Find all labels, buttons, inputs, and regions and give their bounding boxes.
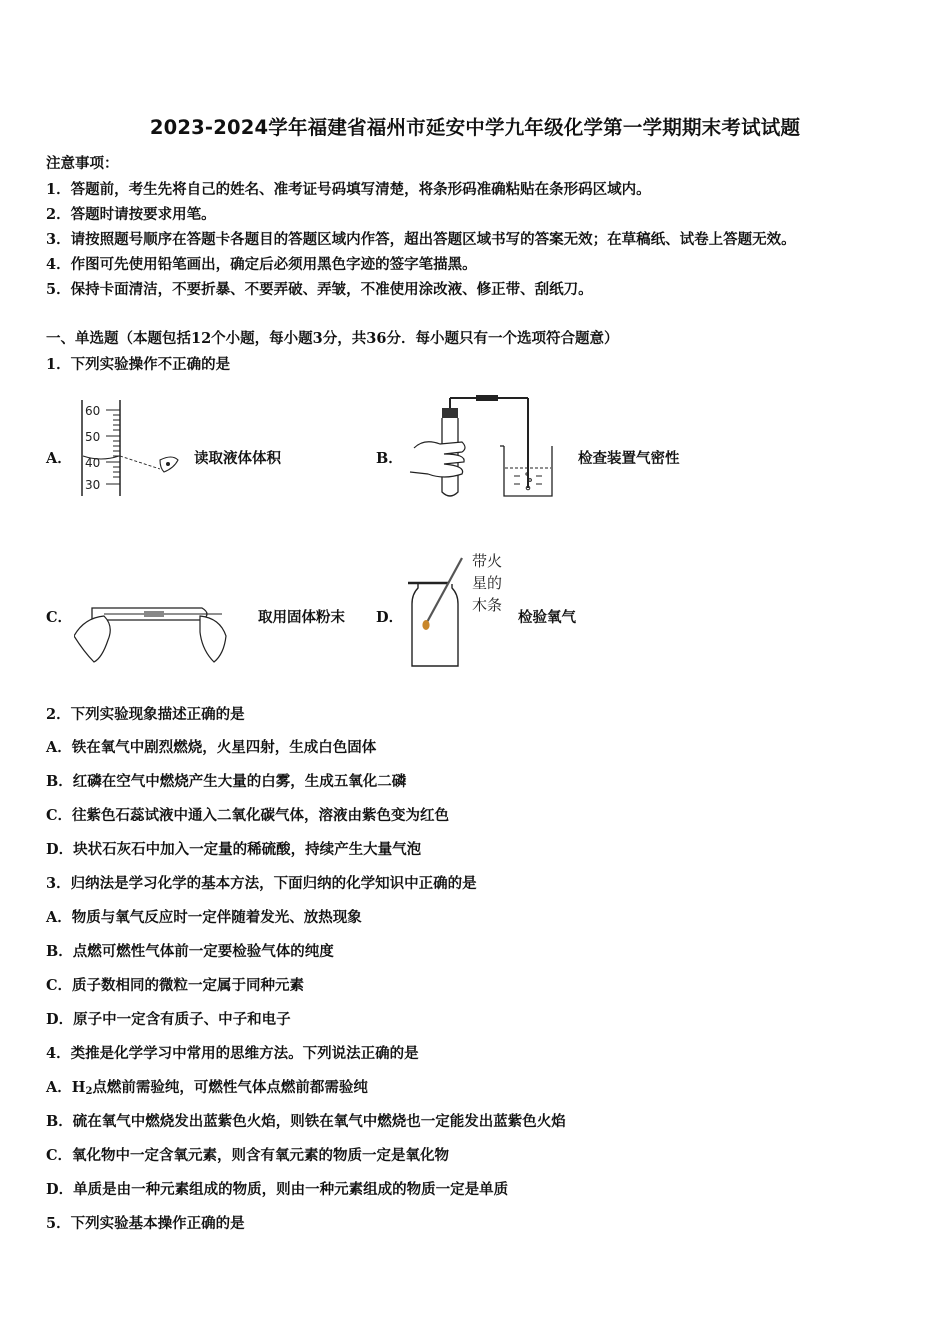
option-text: C．往紫色石蕊试液中通入二氧化碳气体，溶液由紫色变为红色 [46, 807, 450, 824]
option-text [46, 1076, 368, 1097]
option-caption: 读取液体体积 [194, 450, 281, 467]
oxygen-test-figure [404, 550, 514, 670]
subscript: 2 [85, 1086, 93, 1097]
section-heading: 一、单选题（本题包括12个小题，每小题3分，共36分．每小题只有一个选项符合题意） [46, 330, 619, 347]
option-letter: D． [376, 609, 404, 626]
powder-tube-figure [74, 596, 234, 664]
option-text: B．硫在氧气中燃烧发出蓝紫色火焰，则铁在氧气中燃烧也一定能发出蓝紫色火焰 [46, 1113, 566, 1130]
option-letter: C． [46, 609, 73, 626]
option-prefix: A．H [46, 1079, 86, 1096]
splint-label: 带火 [472, 552, 503, 570]
splint-label: 星的 [472, 574, 503, 592]
option-text: B．红磷在空气中燃烧产生大量的白雾，生成五氧化二磷 [46, 773, 407, 790]
question-stem: 1．下列实验操作不正确的是 [46, 356, 231, 373]
notice-item: 1．答题前，考生先将自己的姓名、准考证号码填写清楚，将条形码准确粘贴在条形码区域内。 [46, 181, 651, 198]
tick-label: 30 [85, 478, 101, 492]
hand-icon [200, 616, 226, 662]
option-caption: 检验氧气 [518, 609, 576, 626]
option-letter: B． [376, 450, 403, 467]
airtightness-figure [404, 392, 564, 502]
option-text: D．块状石灰石中加入一定量的稀硫酸，持续产生大量气泡 [46, 841, 422, 858]
tick-label: 60 [85, 404, 101, 418]
option-text: D．单质是由一种元素组成的物质，则由一种元素组成的物质一定是单质 [46, 1181, 509, 1198]
option-rest: 点燃前需验纯，可燃性气体点燃前都需验纯 [92, 1079, 368, 1096]
question-stem: 5．下列实验基本操作正确的是 [46, 1215, 245, 1232]
question-stem: 4．类推是化学学习中常用的思维方法。下列说法正确的是 [46, 1045, 419, 1062]
notice-item: 2．答题时请按要求用笔。 [46, 206, 216, 223]
notice-item: 3．请按照题号顺序在答题卡各题目的答题区域内作答，超出答题区域书写的答案无效；在草稿纸、试卷上答题无效。 [46, 231, 796, 248]
option-text: C．质子数相同的微粒一定属于同种元素 [46, 977, 305, 994]
splint-label: 木条 [472, 596, 503, 614]
tick-label: 40 [85, 456, 101, 470]
notice-item: 5．保持卡面清洁，不要折暴、不要弄破、弄皱，不准使用涂改液、修正带、刮纸刀。 [46, 281, 593, 298]
hand-icon [74, 616, 110, 662]
question-stem: 2．下列实验现象描述正确的是 [46, 706, 245, 723]
notice-item: 4．作图可先使用铅笔画出，确定后必须用黑色字迹的签字笔描黑。 [46, 256, 477, 273]
graduated-cylinder-figure [76, 396, 186, 500]
option-text: C．氧化物中一定含氧元素，则含有氧元素的物质一定是氧化物 [46, 1147, 450, 1164]
question-stem: 3．归纳法是学习化学的基本方法，下面归纳的化学知识中正确的是 [46, 875, 477, 892]
hand-icon [410, 442, 465, 477]
option-caption: 取用固体粉末 [258, 609, 345, 626]
option-letter: A． [46, 450, 72, 467]
notice-heading: 注意事项： [46, 155, 119, 172]
option-text: D．原子中一定含有质子、中子和电子 [46, 1011, 291, 1028]
option-text: A．物质与氧气反应时一定伴随着发光、放热现象 [46, 909, 362, 926]
page-title: 2023-2024学年福建省福州市延安中学九年级化学第一学期期末考试试题 [149, 116, 801, 139]
tick-label: 50 [85, 430, 101, 444]
option-caption: 检查装置气密性 [578, 450, 680, 467]
option-text: A．铁在氧气中剧烈燃烧，火星四射，生成白色固体 [46, 739, 377, 756]
option-text: B．点燃可燃性气体前一定要检验气体的纯度 [46, 943, 334, 960]
